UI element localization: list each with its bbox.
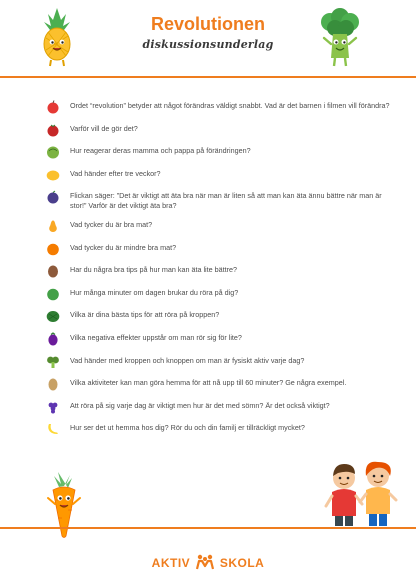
plum-icon [44,190,62,204]
list-item: Att röra på sig varje dag är viktigt men hur är det med sömn? Är det också viktigt? [44,401,394,415]
aktiv-skola-logo [0,554,416,570]
page-title: Revolutionen [150,14,265,34]
lime-icon [44,287,62,301]
orange-icon [44,242,62,256]
pineapple-character [38,6,76,68]
lemon-icon [44,168,62,182]
nut-icon [44,264,62,278]
people-logo-icon [196,554,214,570]
brand-right-text: SKOLA [219,556,265,570]
melon-icon [44,309,62,323]
banana-icon [44,422,62,436]
list-item: Varför vill de gör det? [44,124,394,138]
question-list [44,101,394,446]
eggplant-icon [44,332,62,346]
list-item: Vad tycker du är bra mat? [44,220,394,234]
list-item: Vilka negativa effekter uppstår om man rör sig för lite? [44,333,394,347]
brand-left-text: AKTIV [151,556,191,570]
list-item: Vad tycker du är mindre bra mat? [44,243,394,257]
pomegranate-icon [44,123,62,137]
list-item: Flickan säger: ”Det är viktigt att äta bra när man är liten så att man kan äta ännu bättre när man är stor!” Varför är det viktigt äta bra? [44,191,394,211]
list-item: Hur ser det ut hemma hos dig? Rör du och din familj er tillräckligt mycket? [44,423,394,437]
page-subtitle: diskussionsunderlag [142,38,274,51]
apple-icon [44,100,62,114]
list-item: Vilka aktiviteter kan man göra hemma för att nå upp till 60 minuter? Ge några exempel. [44,378,394,392]
broccoli-icon [44,355,62,369]
broccoli-character [318,8,362,68]
grapes-icon [44,400,62,414]
carrot-character [44,470,84,540]
list-item: Hur reagerar deras mamma och pappa på förändringen? [44,146,394,160]
list-item: Hur många minuter om dagen brukar du röra på dig? [44,288,394,302]
list-item: Vad händer efter tre veckor? [44,169,394,183]
pear-icon [44,219,62,233]
lettuce-icon [44,145,62,159]
list-item: Ordet “revolution” betyder att något förändras väldigt snabbt. Vad är det barnen i filmen vill förändra? [44,101,394,115]
kids-characters [324,456,400,528]
potato-icon [44,377,62,391]
list-item: Har du några bra tips på hur man kan äta lite bättre? [44,265,394,279]
list-item: Vilka är dina bästa tips för att röra på kroppen? [44,310,394,324]
top-divider [0,76,416,78]
bottom-divider [0,527,416,529]
list-item: Vad händer med kroppen och knoppen om man är fysiskt aktiv varje dag? [44,356,394,370]
